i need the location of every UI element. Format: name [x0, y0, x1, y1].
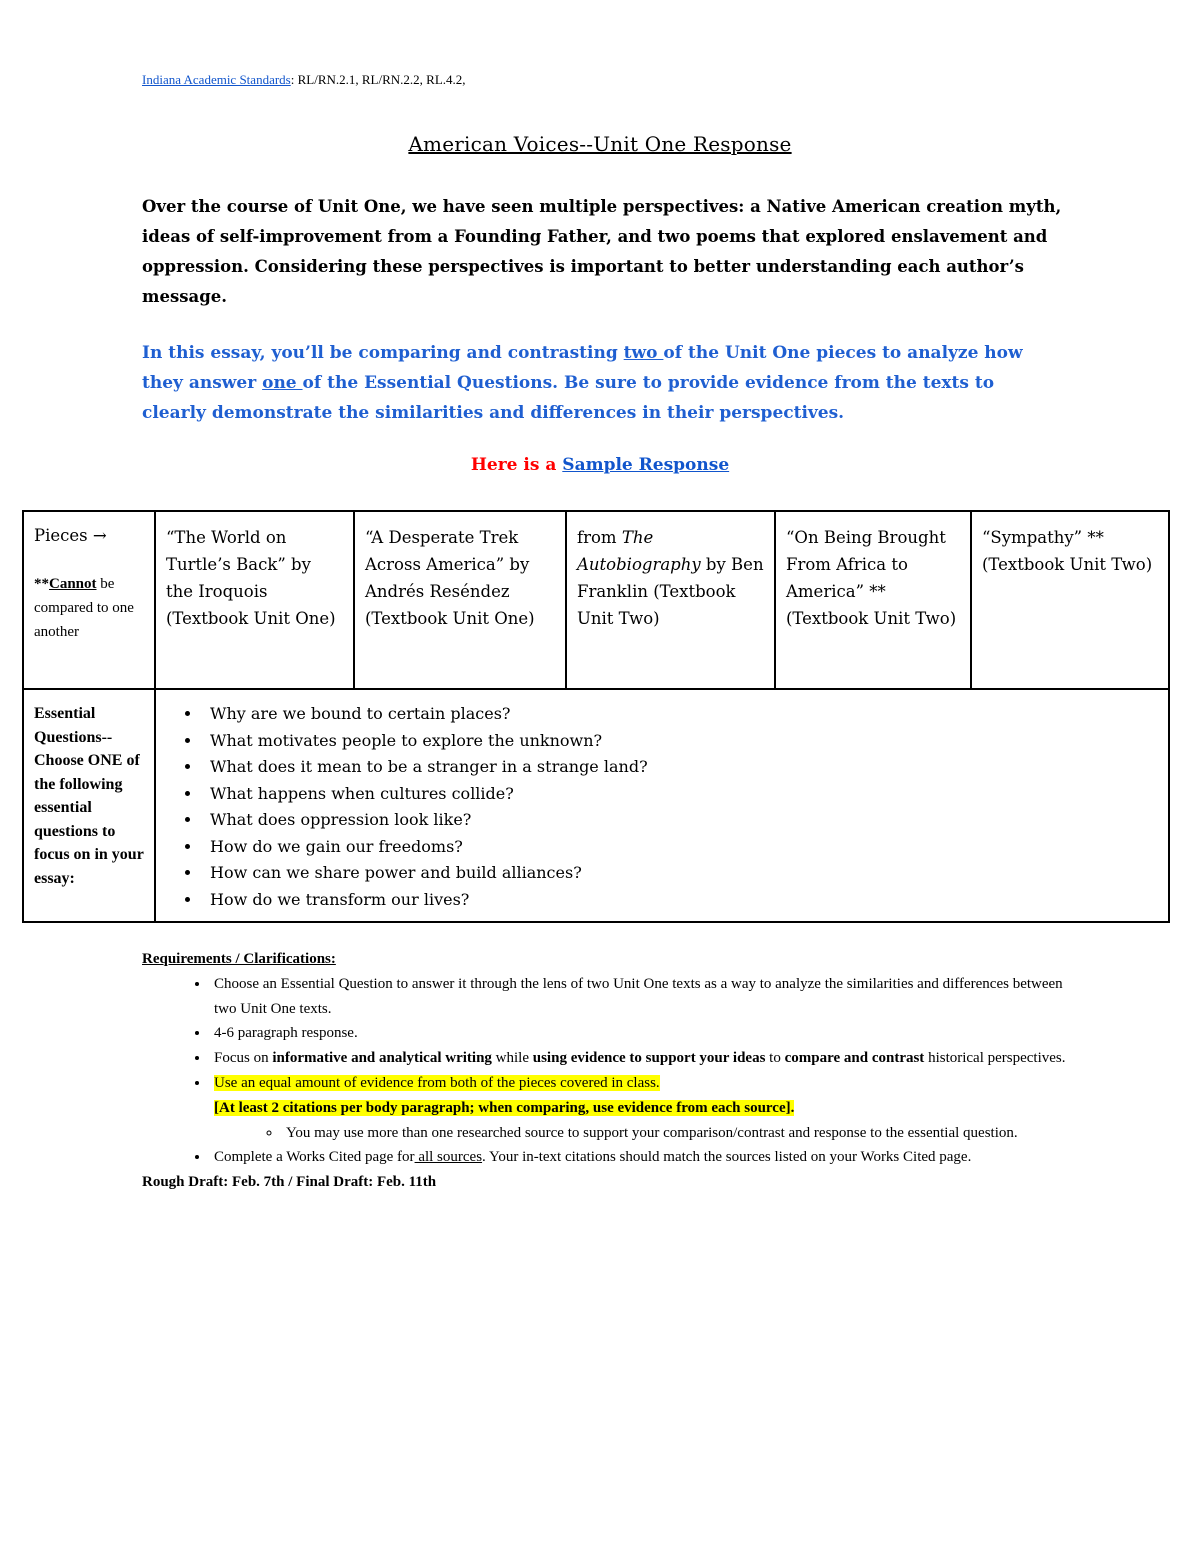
req-bold: using evidence to support your ideas [532, 1050, 766, 1067]
piece-text: “The World on Turtle’s Back” by the Iroquois (Textbook Unit One) [166, 528, 336, 628]
question-item: • How do we gain our freedoms? [202, 834, 1158, 861]
due-dates: Rough Draft: Feb. 7th / Final Draft: Feb. 11th [142, 1174, 437, 1191]
requirement-item: • 4-6 paragraph response. [210, 1021, 1072, 1046]
instr-one: one [262, 373, 303, 393]
piece-pre: from [577, 528, 622, 547]
req-text: . Your in-text citations should match the sources listed on your Works Cited page. [482, 1149, 972, 1166]
questions-row [23, 689, 1169, 922]
question-item: • What happens when cultures collide? [202, 781, 1158, 808]
piece-italic-title: The Autobiography [577, 528, 701, 574]
piece-post: by Ben Franklin (Textbook Unit Two) [577, 555, 764, 628]
instr-part3: of the Essential Questions. Be sure to provide evidence from the texts to clearly demonstrate the similarities and differences in their perspectives. [142, 373, 995, 423]
piece-text: “On Being Brought From Africa to America” ** (Textbook Unit Two) [786, 528, 957, 628]
req-text: to [765, 1050, 785, 1067]
req-text: historical perspectives. [924, 1050, 1066, 1067]
questions-cell [155, 689, 1169, 922]
questions-list [166, 701, 1158, 913]
piece-cell [566, 511, 775, 689]
req-text: Complete a Works Cited page for [214, 1149, 415, 1166]
requirement-item [210, 1145, 1072, 1170]
piece-text: “Sympathy” ** (Textbook Unit Two) [982, 528, 1153, 574]
question-item: • What does it mean to be a stranger in a strange land? [202, 754, 1158, 781]
standards-link[interactable]: Indiana Academic Standards [142, 72, 291, 87]
instr-part2: of the Unit One pieces to analyze how they answer [142, 343, 1023, 393]
requirements-section [142, 947, 1072, 1195]
piece-text: “A Desperate Trek Across America” by Andrés Reséndez (Textbook Unit One) [365, 528, 535, 628]
highlighted-text: Use an equal amount of evidence from both of the pieces covered in class. [214, 1074, 660, 1091]
page-title: American Voices--Unit One Response [408, 132, 792, 156]
cannot-word: Cannot [49, 576, 97, 592]
sub-requirement-item: ◦ You may use more than one researched source to support your comparison/contrast and response to the essential question. [282, 1121, 1072, 1146]
piece-cell [354, 511, 566, 689]
intro-paragraph: Over the course of Unit One, we have seen multiple perspectives: a Native American creation myth, ideas of self-improvement from a Founding Father, and two poems that explored enslavement and oppression. Considering these perspectives is important to better understanding each author’s message. [142, 197, 1062, 306]
sample-response-line [0, 455, 1200, 475]
requirements-list [142, 972, 1072, 1170]
req-bold: compare and contrast [784, 1050, 925, 1067]
standards-codes: : RL/RN.2.1, RL/RN.2.2, RL.4.2, [290, 72, 466, 87]
instructions-paragraph [142, 338, 1062, 428]
highlighted-bold-text: [At least 2 citations per body paragraph; when comparing, use evidence from each source]. [214, 1099, 795, 1116]
instr-part1: In this essay, you’ll be comparing and contrasting [142, 343, 624, 363]
instr-two: two [623, 343, 664, 363]
req-underlined: all sources [414, 1149, 483, 1166]
sample-response-link[interactable]: Sample Response [562, 455, 730, 475]
req-text: while [491, 1050, 533, 1067]
pieces-label-cell [23, 511, 155, 689]
sample-prefix: Here is a [470, 455, 563, 475]
req-text: Focus on [214, 1050, 273, 1067]
pieces-label: Pieces → [34, 526, 107, 545]
question-item: • Why are we bound to certain places? [202, 701, 1158, 728]
pieces-row [23, 511, 1169, 689]
cannot-prefix: ** [34, 576, 49, 592]
standards-line [142, 72, 466, 88]
req-bold: informative and analytical writing [272, 1050, 492, 1067]
pieces-table [22, 510, 1170, 923]
requirement-item: • Choose an Essential Question to answer it through the lens of two Unit One texts as a way to analyze the similarities and differences between two Unit One texts. [210, 972, 1072, 1022]
piece-cell [155, 511, 354, 689]
requirements-title: Requirements / Clarifications: [142, 951, 336, 967]
sub-requirements-list [214, 1121, 1072, 1146]
question-item: • What motivates people to explore the unknown? [202, 728, 1158, 755]
question-item: • What does oppression look like? [202, 807, 1158, 834]
requirement-item-highlighted [210, 1071, 1072, 1145]
requirement-item [210, 1046, 1072, 1071]
essential-questions-label: Essential Questions--Choose ONE of the following essential questions to focus on in your essay: [23, 689, 155, 922]
cannot-rest: be compared to one another [34, 576, 134, 640]
question-item: • How do we transform our lives? [202, 887, 1158, 914]
piece-cell [971, 511, 1169, 689]
question-item: • How can we share power and build alliances? [202, 860, 1158, 887]
piece-cell [775, 511, 971, 689]
